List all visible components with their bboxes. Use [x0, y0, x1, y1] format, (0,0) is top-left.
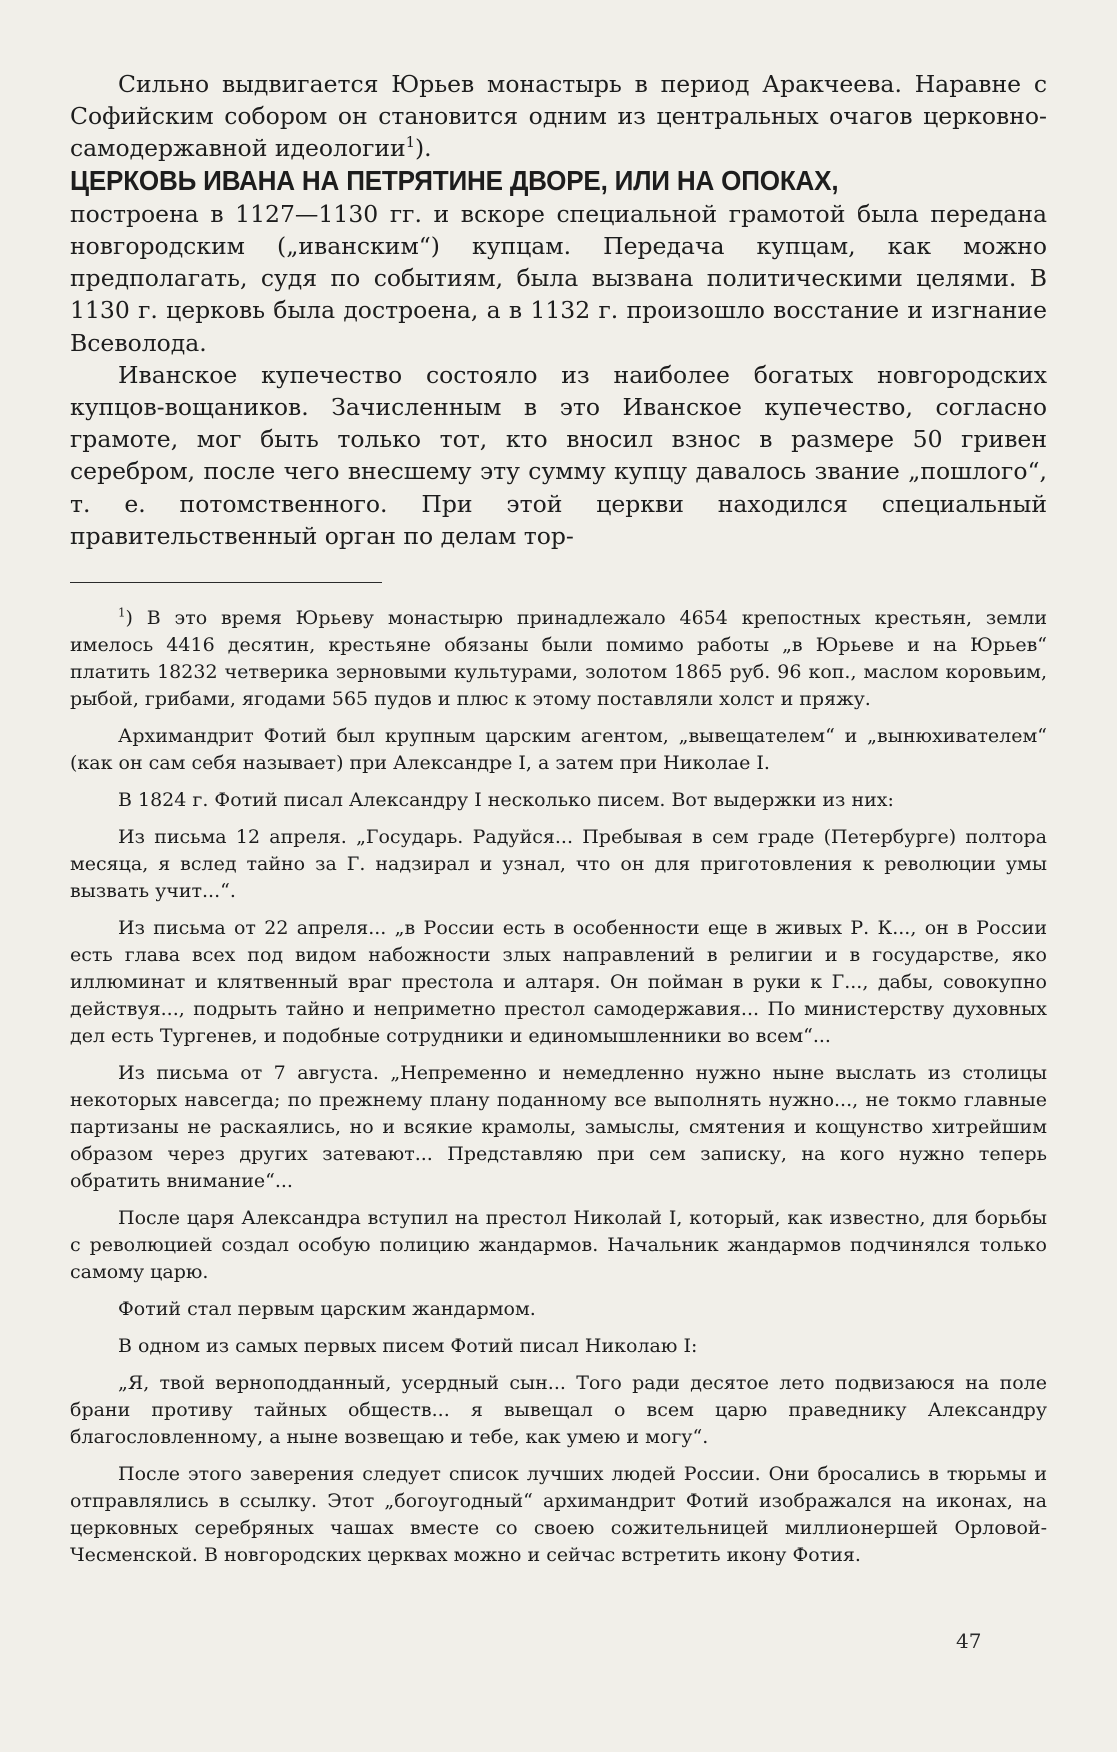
footnote-marker-1: 1	[118, 605, 126, 620]
paragraph-1-text: Сильно выдвигается Юрьев монастырь в период Аракчеева. Наравне с Софийским собором он становится одним из центральных очагов церковно-самодержавной идеологии	[70, 70, 1047, 163]
paragraph-1	[70, 68, 1047, 165]
paragraph-3: Иванское купечество состояло из наиболее богатых новгородских купцов-вощаников. Зачисленным в это Иванское купечество, согласно грамоте, мог быть только тот, кто вносил взнос в размере 50 гривен серебром, после чего внесшему эту сумму купцу давалось звание „пошлого“, т. е. потомственного. При этой церкви находился специальный правительственный орган по делам тор-	[70, 360, 1047, 550]
footnote-letter-quote-2: Из письма от 22 апреля... „в России есть в особенности еще в живых Р. К..., он в России есть глава всех под видом набожности злых направлений в религии и в государстве, яко иллюминат и клятвенный враг престола и алтаря. Он пойман в руки к Г..., дабы, совокупно действуя..., подрыть тайно и неприметно престол самодержавия... По министерству духовных дел есть Тургенев, и подобные сотрудники и единомышленники во всем“...	[70, 917, 1047, 1048]
footnote-paragraph-2: Архимандрит Фотий был крупным царским агентом, „вывещателем“ и „вынюхивателем“ (как он сам себя называет) при Александре I, а затем при Николае I.	[70, 725, 1047, 775]
main-text	[70, 68, 1047, 552]
footnote-paragraph-7: После царя Александра вступил на престол Николай I, который, как известно, для борьбы с революцией создал особую полицию жандармов. Начальник жандармов подчинялся только самому царю.	[70, 1207, 1047, 1284]
paragraph-2: построена в 1127—1130 гг. и вскоре специальной грамотой была передана новгородским („иванским“) купцам. Передача купцам, как можно предполагать, судя по событиям, была вызвана политическими целями. В 1130 г. церковь была достроена, а в 1132 г. произошло восстание и изгнание Всеволода.	[70, 199, 1047, 357]
section-heading: ЦЕРКОВЬ ИВАНА НА ПЕТРЯТИНЕ ДВОРЕ, ИЛИ НА ОПОКАХ,	[70, 164, 839, 196]
footnote-1	[70, 605, 1047, 713]
footnote-letter-quote-3: Из письма от 7 августа. „Непременно и немедленно нужно ныне выслать из столицы некоторых навсегда; по прежнему плану поданному все выполнять нужно..., не токмо главные партизаны не раскаялись, но и всякие крамолы, замыслы, смятения и кощунство хитрейшим образом через других затевают... Представляю при сем записку, на кого нужно теперь обратить внимание“...	[70, 1062, 1047, 1193]
footnotes	[70, 605, 1047, 1569]
footnote-letter-quote-4: „Я, твой верноподданный, усердный сын... Того ради десятое лето подвизаюся на поле брани противу тайных обществ... я вывещал о всем царю праведнику Александру благословленному, а ныне возвещаю и тебе, как умею и могу“.	[70, 1372, 1047, 1449]
section-heading-line	[70, 165, 1047, 198]
paragraph-1-end: ).	[415, 134, 432, 163]
footnote-ref-1: 1	[405, 134, 415, 152]
footnote-1-text: ) В это время Юрьеву монастырю принадлежало 4654 крепостных крестьян, земли имелось 4416 десятин, крестьяне обязаны были помимо работы „в Юрьеве и на Юрьев“ платить 18232 четверика зерновыми культурами, золотом 1865 руб. 96 коп., маслом коровьим, рыбой, грибами, ягодами 565 пудов и плюс к этому поставляли холст и пряжу.	[70, 607, 1047, 711]
footnote-separator	[70, 582, 382, 583]
footnote-paragraph-3: В 1824 г. Фотий писал Александру I несколько писем. Вот выдержки из них:	[118, 789, 894, 812]
page-number: 47	[956, 1629, 982, 1653]
footnote-paragraph-9: В одном из самых первых писем Фотий писал Николаю I:	[118, 1335, 698, 1358]
footnote-paragraph-11: После этого заверения следует список лучших людей России. Они бросались в тюрьмы и отправлялись в ссылку. Этот „богоугодный“ архимандрит Фотий изображался на иконах, на церковных серебряных чашах вместе со своею сожительницей миллионершей Орловой-Чесменской. В новгородских церквах можно и сейчас встретить икону Фотия.	[70, 1463, 1047, 1567]
footnote-letter-quote-1: Из письма 12 апреля. „Государь. Радуйся... Пребывая в сем граде (Петербурге) полтора месяца, я вслед тайно за Г. надзирал и узнал, что он для приготовления к революции умы вызвать учит...“.	[70, 826, 1047, 903]
footnote-paragraph-8: Фотий стал первым царским жандармом.	[118, 1298, 536, 1321]
